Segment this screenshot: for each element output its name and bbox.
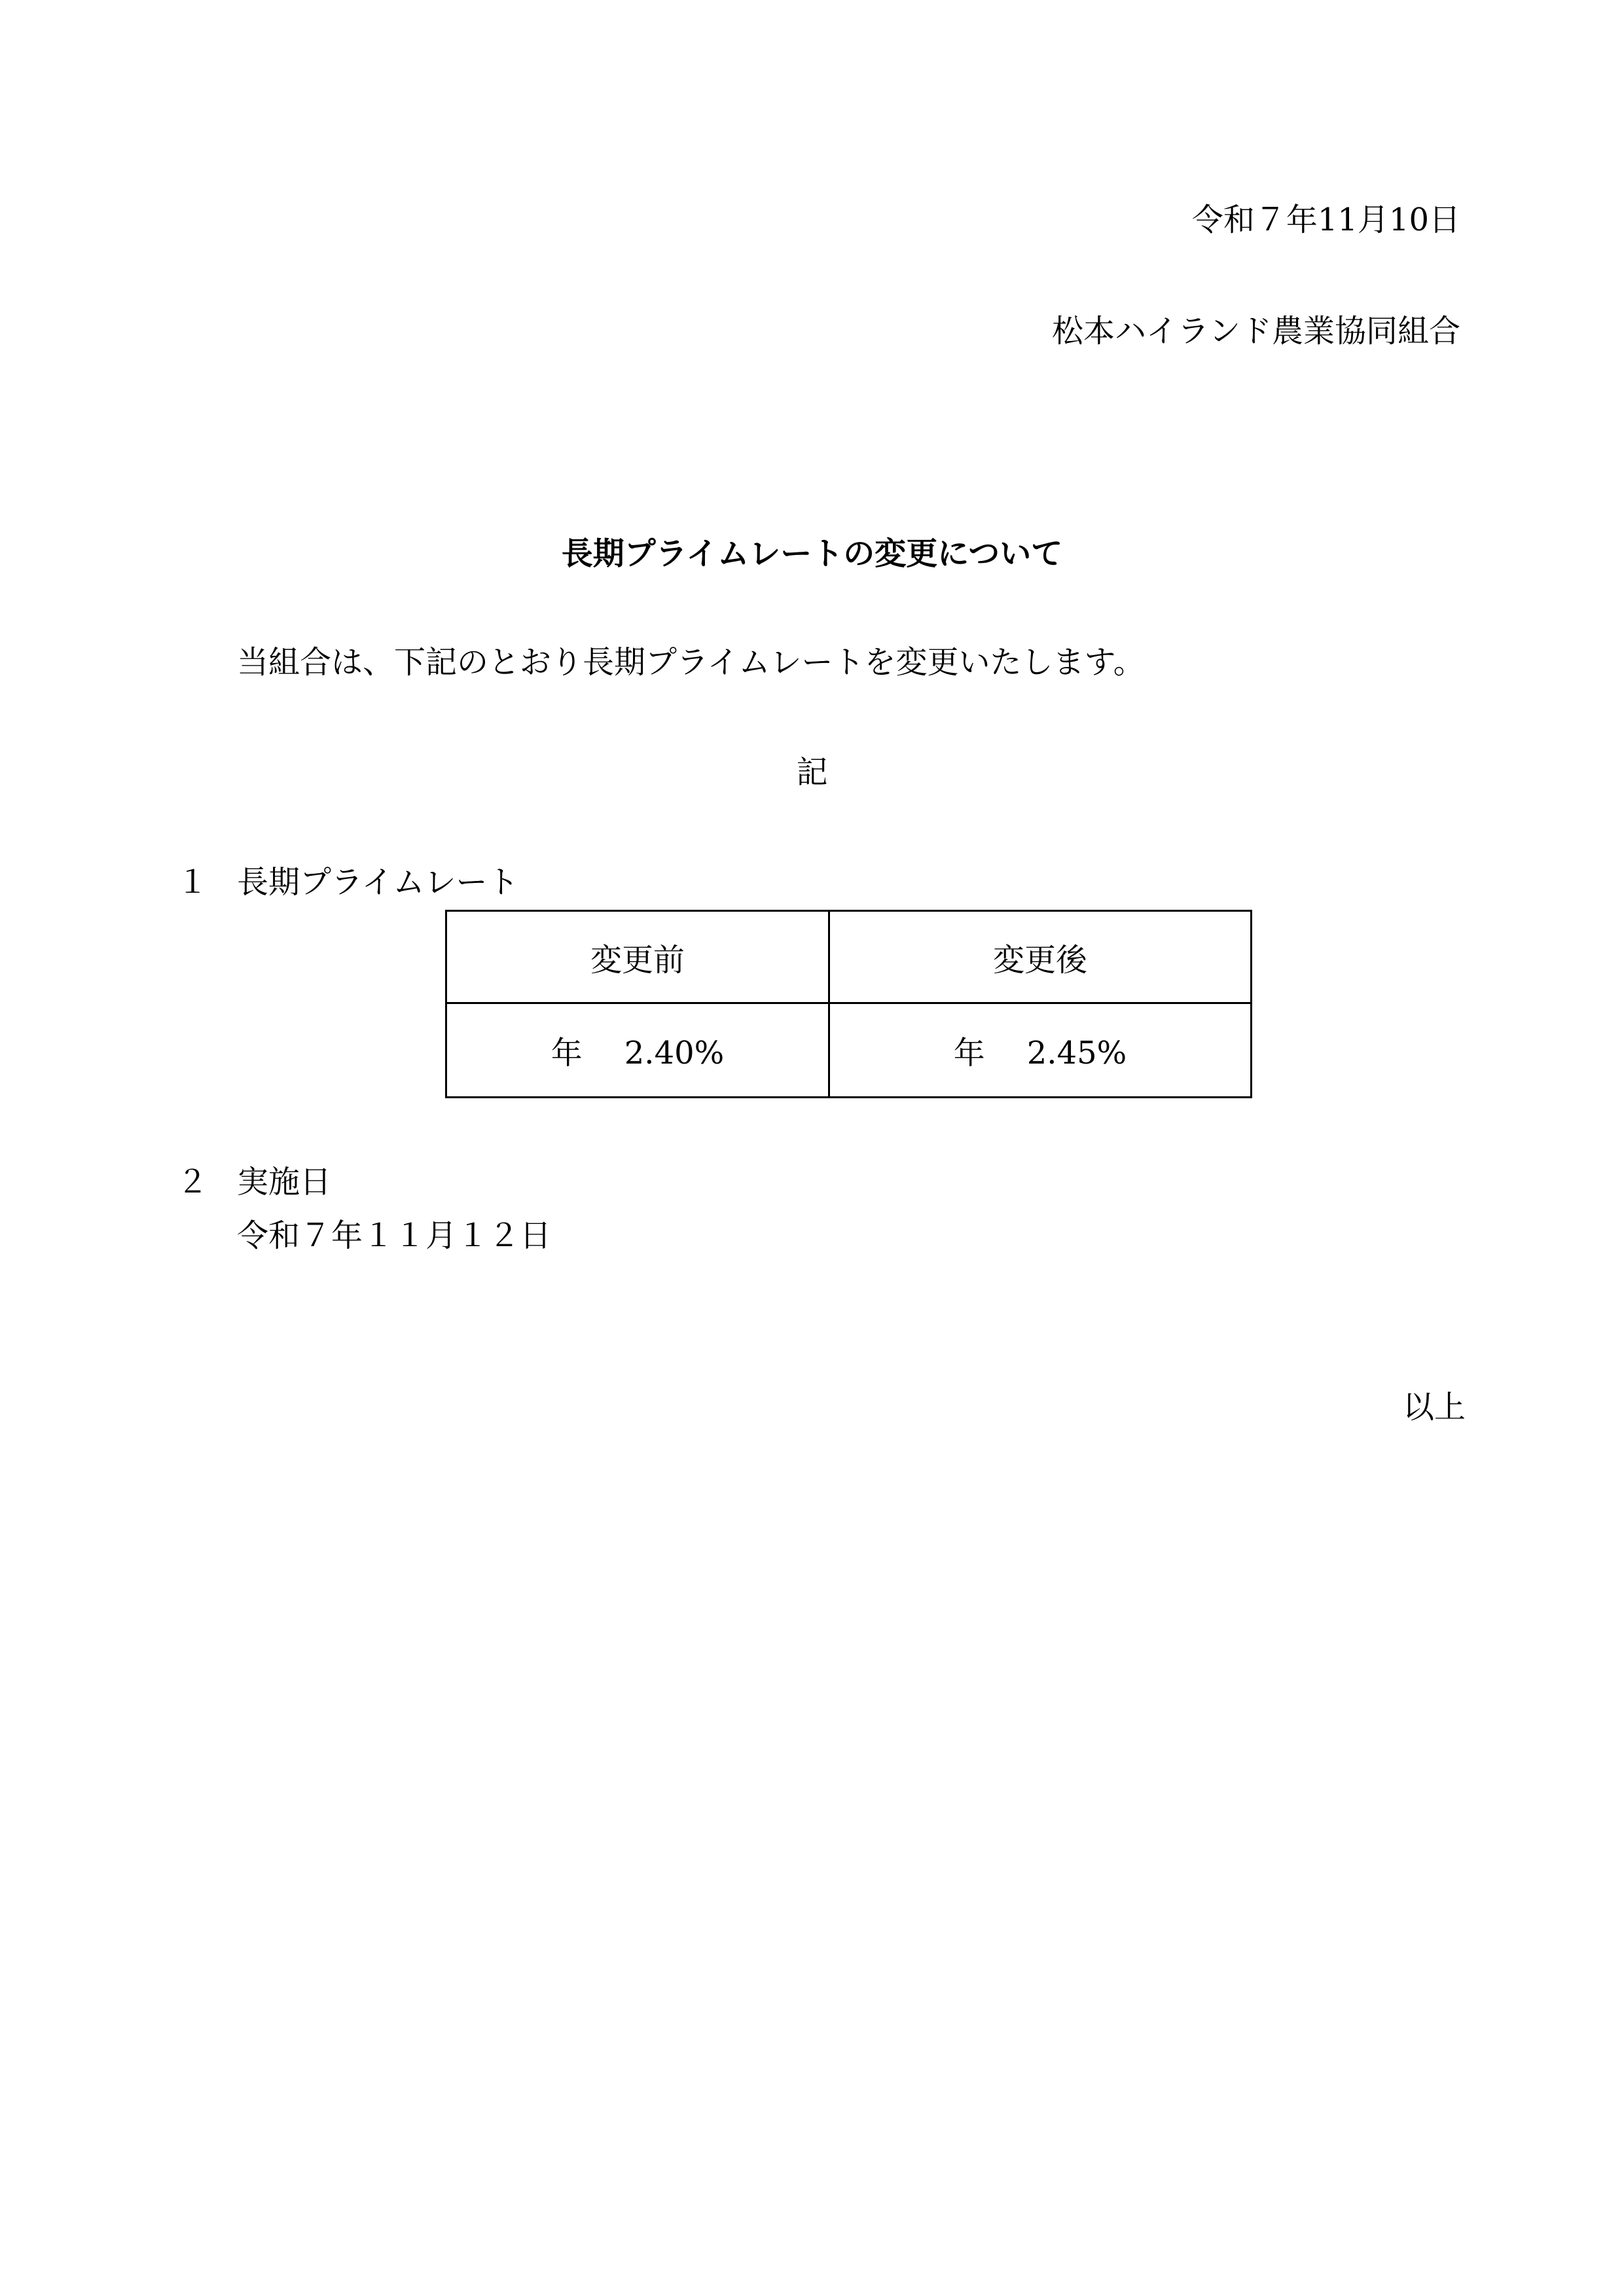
rate-before-cell — [446, 1003, 829, 1098]
document-date: 令和７年11月10日 — [1191, 202, 1460, 238]
rate-after-value: 2.45% — [1026, 1035, 1127, 1071]
item-1-heading — [177, 864, 519, 901]
rate-table — [445, 910, 1252, 1098]
item-1-number: １ — [177, 864, 209, 901]
item-2-heading — [177, 1166, 331, 1198]
rate-table-header-row — [446, 911, 1252, 1003]
item-1-label: 長期プライムレート — [237, 864, 519, 901]
intro-text: 当組合は、下記のとおり長期プライムレートを変更いたします。 — [237, 644, 1145, 681]
item-2-label: 実施日 — [237, 1164, 332, 1200]
header-after: 変更後 — [829, 911, 1252, 1003]
ki-heading: 記 — [796, 754, 828, 791]
item-2-number: ２ — [177, 1164, 209, 1200]
rate-after-cell — [829, 1003, 1252, 1098]
rate-after-prefix: 年 — [953, 1035, 985, 1071]
closing-text: 以上 — [1402, 1389, 1466, 1426]
document-title: 長期プライムレートの変更について — [561, 535, 1063, 572]
rate-before-prefix: 年 — [550, 1035, 583, 1071]
effective-date: 令和７年１１月１２日 — [237, 1217, 552, 1254]
rate-before-value: 2.40% — [624, 1035, 725, 1071]
header-before: 変更前 — [446, 911, 829, 1003]
organization-name: 松本ハイランド農業協同組合 — [1051, 313, 1460, 350]
rate-table-row — [446, 1003, 1252, 1098]
